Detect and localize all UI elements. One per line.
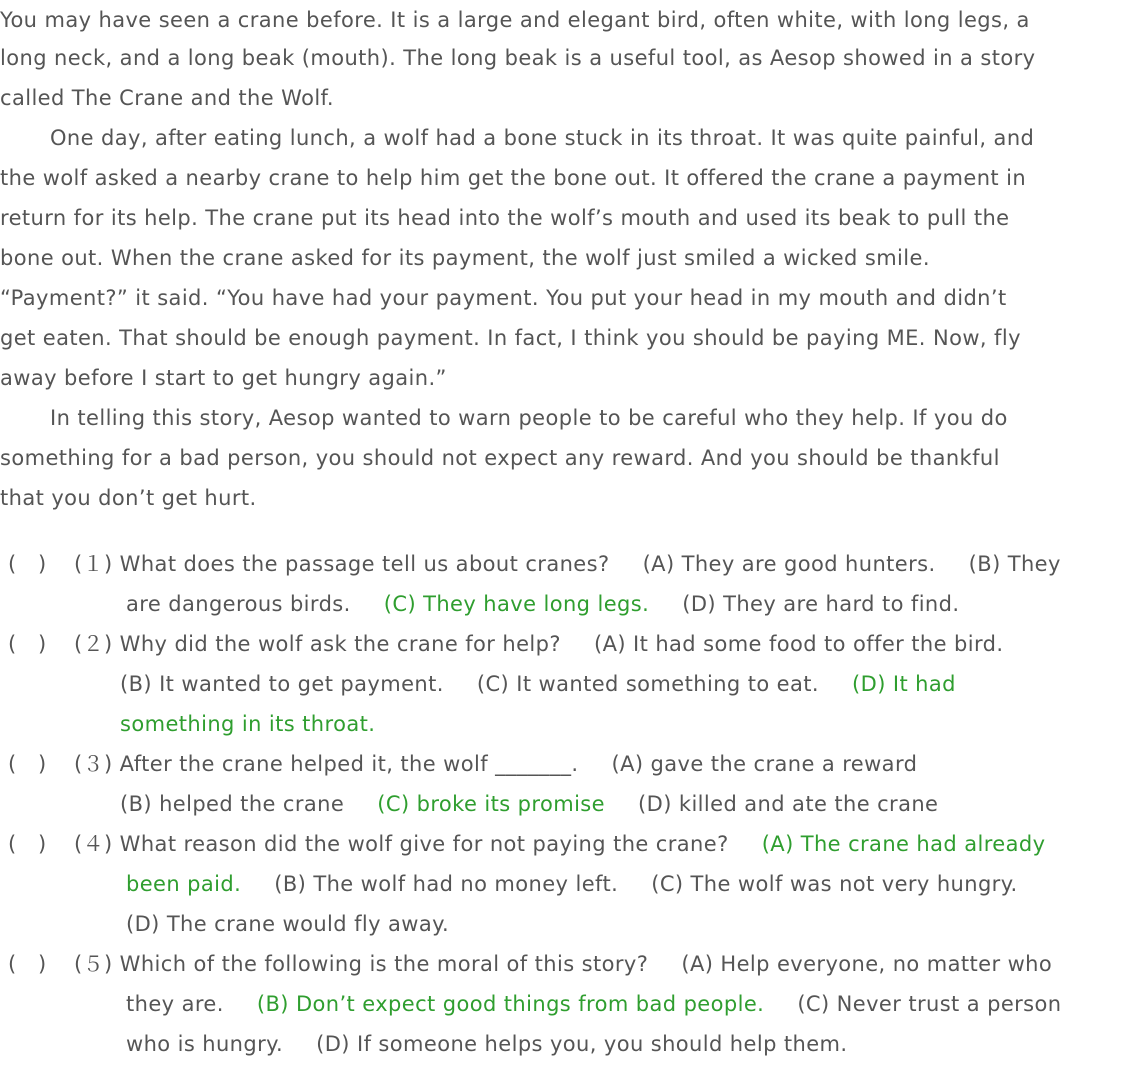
question-line	[126, 864, 1018, 904]
passage-line: One day, after eating lunch, a wolf had a bone stuck in its throat. It was quite painful, and	[50, 126, 1035, 150]
passage-line: something for a bad person, you should not expect any reward. And you should be thankful	[0, 446, 1000, 470]
question-number: (１)	[74, 552, 113, 576]
passage-line: return for its help. The crane put its head into the wolf’s mouth and used its beak to pull the	[0, 206, 1010, 230]
option-b: (B) It wanted to get payment.	[120, 672, 444, 696]
question-number: (３)	[74, 752, 113, 776]
option-b: (B) They	[968, 552, 1061, 576]
question-stem: What reason did the wolf give for not paying the crane?	[119, 832, 729, 856]
option-c-correct: (C) They have long legs.	[383, 592, 650, 616]
option-c: (C) Never trust a person	[797, 992, 1062, 1016]
passage-line: away before I start to get hungry again.”	[0, 366, 447, 390]
option-b-cont: are dangerous birds.	[126, 592, 351, 616]
option-c-correct: (C) broke its promise	[377, 792, 605, 816]
passage-line: long neck, and a long beak (mouth). The long beak is a useful tool, as Aesop showed in a story	[0, 46, 1036, 70]
option-a: (A) They are good hunters.	[642, 552, 936, 576]
question-line	[74, 824, 1045, 864]
question-line	[120, 784, 938, 824]
option-a: (A) Help everyone, no matter who	[681, 952, 1053, 976]
option-d: (D) killed and ate the crane	[638, 792, 939, 816]
option-a-correct-cont: been paid.	[126, 872, 242, 896]
passage-line: the wolf asked a nearby crane to help him get the bone out. It offered the crane a payment in	[0, 166, 1027, 190]
question-number: (４)	[74, 832, 113, 856]
question-line	[126, 984, 1061, 1024]
question-stem: Which of the following is the moral of this story?	[119, 952, 649, 976]
option-b: (B) The wolf had no money left.	[274, 872, 619, 896]
passage-line: bone out. When the crane asked for its payment, the wolf just smiled a wicked smile.	[0, 246, 930, 270]
passage-line: get eaten. That should be enough payment. In fact, I think you should be paying ME. Now, fly	[0, 326, 1021, 350]
option-c: (C) It wanted something to eat.	[476, 672, 819, 696]
passage-line: “Payment?” it said. “You have had your payment. You put your head in my mouth and didn’t	[0, 286, 1007, 310]
option-a: (A) It had some food to offer the bird.	[594, 632, 1004, 656]
question-line	[74, 944, 1052, 984]
passage-line: that you don’t get hurt.	[0, 486, 257, 510]
question-line	[126, 1024, 847, 1064]
question-line	[120, 704, 375, 744]
answer-blank[interactable]: ( )	[8, 752, 47, 776]
option-b: (B) helped the crane	[120, 792, 345, 816]
question-line	[126, 584, 959, 624]
option-d: (D) They are hard to find.	[682, 592, 960, 616]
option-d: (D) The crane would fly away.	[126, 912, 450, 936]
question-stem: After the crane helped it, the wolf _______.	[119, 752, 579, 776]
answer-blank[interactable]: ( )	[8, 832, 47, 856]
question-line	[74, 744, 917, 784]
option-a-cont: they are.	[126, 992, 224, 1016]
answer-blank[interactable]: ( )	[8, 632, 47, 656]
question-number: (２)	[74, 632, 113, 656]
option-d-correct: (D) It had	[852, 672, 956, 696]
question-stem: What does the passage tell us about cranes?	[119, 552, 610, 576]
passage-line: In telling this story, Aesop wanted to warn people to be careful who they help. If you do	[50, 406, 1008, 430]
question-number: (５)	[74, 952, 113, 976]
option-c-cont: who is hungry.	[126, 1032, 284, 1056]
option-a-correct: (A) The crane had already	[761, 832, 1046, 856]
option-d-correct-cont: something in its throat.	[120, 712, 376, 736]
option-d: (D) If someone helps you, you should help them.	[316, 1032, 848, 1056]
question-line	[74, 624, 1003, 664]
question-stem: Why did the wolf ask the crane for help?	[119, 632, 561, 656]
passage-line: called The Crane and the Wolf.	[0, 86, 334, 110]
option-c: (C) The wolf was not very hungry.	[651, 872, 1018, 896]
question-line	[74, 544, 1061, 584]
option-b-correct: (B) Don’t expect good things from bad people.	[256, 992, 765, 1016]
question-line	[126, 904, 449, 944]
passage-line: You may have seen a crane before. It is a large and elegant bird, often white, with long legs, a	[0, 8, 1030, 32]
option-a: (A) gave the crane a reward	[611, 752, 918, 776]
question-line	[120, 664, 956, 704]
answer-blank[interactable]: ( )	[8, 952, 47, 976]
answer-blank[interactable]: ( )	[8, 552, 47, 576]
